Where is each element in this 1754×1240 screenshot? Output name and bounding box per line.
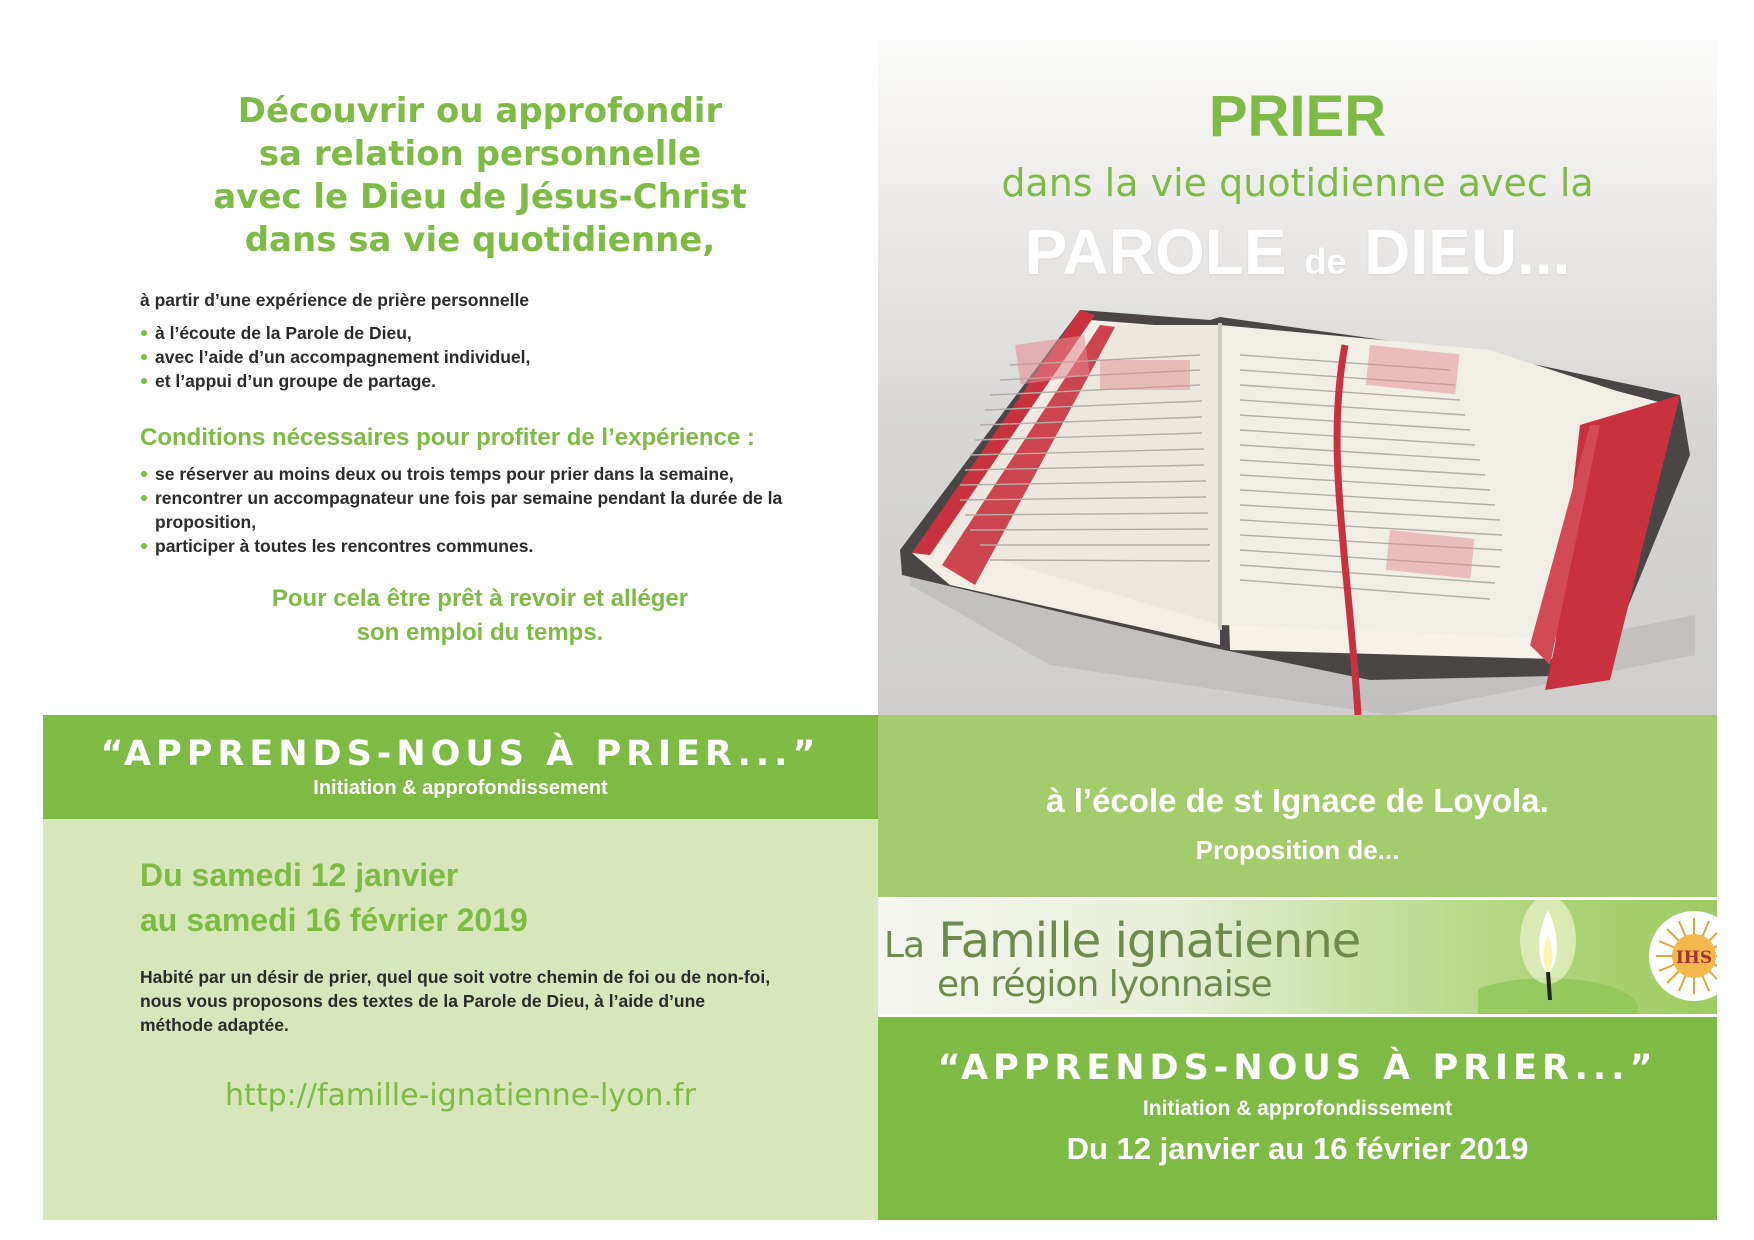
band-title: “APPRENDS-NOUS À PRIER...” <box>937 1048 1658 1088</box>
headline-line: avec le Dieu de Jésus-Christ <box>213 177 747 217</box>
experience-list <box>140 321 530 393</box>
intro-text: à partir d’une expérience de prière personnelle <box>140 290 530 310</box>
logo-famille: Famille ignatienne <box>938 913 1361 969</box>
prier-subtitle: dans la vie quotidienne avec la <box>1001 161 1594 205</box>
de-word: de <box>1304 241 1347 282</box>
band-dates: Du 12 janvier au 16 février 2019 <box>1066 1131 1529 1166</box>
ecole-text: à l’école de st Ignace de Loyola. <box>1046 782 1549 819</box>
logo-la: La <box>884 925 925 966</box>
dates-line: au samedi 16 février 2019 <box>140 902 528 938</box>
right-title-band <box>878 1017 1717 1220</box>
headline-line: Découvrir ou approfondir <box>237 91 723 131</box>
website-link[interactable]: http://famille-ignatienne-lyon.fr <box>225 1078 696 1113</box>
prier-title: PRIER <box>1208 84 1387 149</box>
list-item: et l’appui d’un groupe de partage. <box>140 369 530 393</box>
seal-text: IHS <box>1675 948 1713 968</box>
list-item: rencontrer un accompagnateur une fois par semaine pendant la durée de la proposition, <box>140 486 800 534</box>
event-dates <box>140 853 528 943</box>
parole-title <box>878 216 1717 298</box>
pour-cela-line: Pour cela être prêt à revoir et alléger <box>271 585 689 612</box>
list-item: avec l’aide d’un accompagnement individuel, <box>140 345 530 369</box>
headline-line: dans sa vie quotidienne, <box>244 220 716 260</box>
headline <box>140 90 820 262</box>
conditions-list <box>140 462 800 558</box>
logo-line-2: en région lyonnaise <box>937 964 1272 1005</box>
left-title-band <box>43 715 878 819</box>
ihs-seal-icon <box>1648 910 1717 1002</box>
proposition-text: Proposition de... <box>1195 835 1400 865</box>
list-item: se réserver au moins deux ou trois temps pour prier dans la semaine, <box>140 462 800 486</box>
list-item: participer à toutes les rencontres communes. <box>140 534 800 558</box>
open-bible-image <box>890 285 1705 715</box>
band-subtitle: Initiation & approfondissement <box>313 777 608 799</box>
pour-cela-line: son emploi du temps. <box>356 619 604 646</box>
band-title: “APPRENDS-NOUS À PRIER...” <box>100 734 821 774</box>
list-item: à l’écoute de la Parole de Dieu, <box>140 321 530 345</box>
band-subtitle: Initiation & approfondissement <box>1142 1097 1453 1120</box>
headline-line: sa relation personnelle <box>258 134 702 174</box>
parole-word: PAROLE <box>1024 216 1287 288</box>
conditions-title: Conditions nécessaires pour profiter de l’expérience : <box>140 424 755 451</box>
candle-image <box>1478 900 1638 1014</box>
dates-line: Du samedi 12 janvier <box>140 857 459 893</box>
description: Habité par un désir de prier, quel que soit votre chemin de foi ou de non-foi, nous vous proposons des textes de la Parole de Dieu, à l’aide d’une méthode adaptée. <box>140 967 771 1035</box>
pour-cela-text <box>140 582 820 650</box>
dieu-word: DIEU... <box>1364 216 1571 288</box>
